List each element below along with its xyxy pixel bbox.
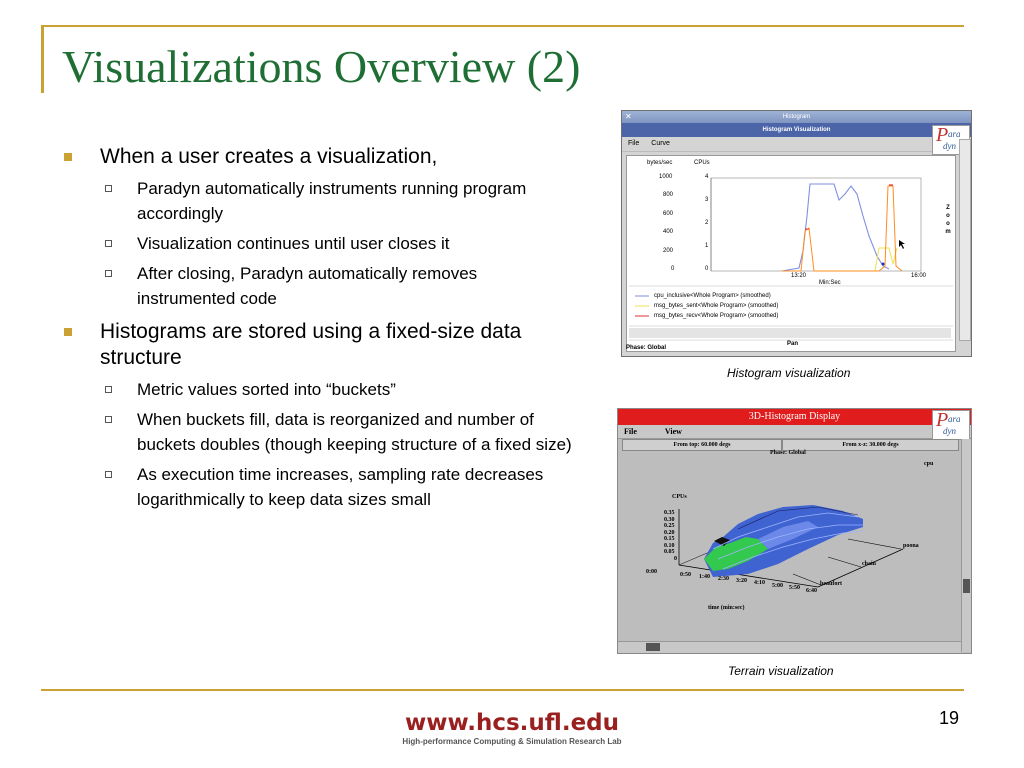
sub-bullet-item	[100, 462, 580, 512]
time-tick: 2:30	[718, 576, 729, 582]
hollow-square-bullet-icon	[105, 270, 112, 277]
legend-entry-sent: msg_bytes_sent<Whole Program> (smoothed)	[654, 303, 779, 309]
y-tick: 0.25	[664, 523, 675, 529]
menu-view[interactable]: View	[664, 427, 682, 436]
sub-bullet-text: Visualization continues until user closes it	[137, 234, 450, 253]
right-tick-label: 3	[705, 197, 709, 203]
square-bullet-icon	[64, 328, 72, 336]
right-tick-label: 4	[705, 174, 709, 180]
sub-bullet-text: Paradyn automatically instruments running program accordingly	[137, 179, 527, 223]
terrain-y-axis-label: CPUs	[672, 494, 687, 500]
hollow-square-bullet-icon	[105, 185, 112, 192]
host-guide-line	[828, 557, 861, 567]
terrain-3d-plot	[618, 409, 961, 653]
y-tick: 0.10	[664, 542, 675, 549]
bullet-item	[60, 319, 580, 512]
terrain-phase-label: Phase: Global	[770, 450, 806, 456]
histogram-window	[621, 110, 972, 357]
terrain-window	[617, 408, 972, 654]
bullet-item	[60, 144, 580, 311]
right-tick-label: 0	[705, 266, 709, 272]
hollow-square-bullet-icon	[105, 471, 112, 478]
right-axis-label: CPUs	[694, 160, 710, 166]
sub-bullet-text: As execution time increases, sampling rate decreases logarithmically to keep data sizes small	[137, 465, 544, 509]
time-tick: 5:50	[789, 585, 800, 591]
time-tick: 0:50	[680, 572, 691, 578]
cursor-point	[882, 263, 885, 266]
time-tick: 3:20	[736, 578, 747, 584]
legend-entry-cpu: cpu_inclusive<Whole Program> (smoothed)	[654, 293, 771, 299]
sub-bullet-text: After closing, Paradyn automatically removes instrumented code	[137, 264, 478, 308]
sub-bullet-item	[100, 261, 580, 311]
from-xz-field[interactable]: From x-z: 30.000 degs	[782, 439, 959, 451]
x-tick-label: 16:00	[911, 273, 927, 279]
histogram-phase-label: Phase: Global	[626, 345, 667, 351]
terrain-window-titlebar: 3D-Histogram Display	[618, 409, 971, 425]
logo-dyn: dyn	[943, 141, 956, 151]
menu-file[interactable]: File	[628, 140, 640, 147]
logo-ara: ara	[948, 129, 961, 139]
pan-label[interactable]: Pan	[787, 341, 799, 347]
logo-ara: ara	[948, 414, 961, 424]
time-tick: 4:10	[754, 580, 765, 586]
scrollbar-thumb[interactable]	[963, 579, 970, 593]
terrain-horizontal-scrollbar[interactable]	[618, 641, 961, 653]
sub-bullet-item	[100, 231, 580, 256]
title-accent-bar	[41, 25, 44, 93]
y-tick: 0.20	[664, 529, 675, 536]
x-axis-label: Min:Sec	[819, 280, 841, 286]
time-tick: 0:00	[646, 569, 657, 575]
top-rule	[41, 25, 964, 27]
sub-bullet-list	[100, 176, 580, 311]
footer-lab-name: High-performance Computing & Simulation Research Lab	[402, 737, 622, 746]
y-tick: 0	[674, 555, 677, 562]
left-tick-label: 1000	[659, 174, 673, 180]
zoom-label[interactable]: Z o o m	[945, 205, 951, 235]
time-tick: 6:40	[806, 588, 817, 594]
logo-p: P	[936, 409, 949, 431]
bottom-rule	[41, 689, 964, 691]
y-tick: 0.05	[664, 549, 675, 555]
hollow-square-bullet-icon	[105, 240, 112, 247]
menu-file[interactable]: File	[624, 427, 637, 436]
square-bullet-icon	[64, 153, 72, 161]
host-label-poona: poona	[903, 543, 919, 549]
y-tick: 0.35	[664, 510, 675, 516]
hollow-square-bullet-icon	[105, 386, 112, 393]
plot-area	[711, 178, 921, 271]
horizontal-scrollbar[interactable]	[629, 328, 951, 338]
x-tick-label: 13:20	[791, 273, 807, 279]
footer-url[interactable]: www.hcs.ufl.edu	[404, 710, 620, 736]
histogram-window-titlebar: Histogram	[622, 111, 971, 123]
histogram-banner: Histogram Visualization	[622, 123, 971, 137]
right-tick-label: 2	[705, 220, 709, 226]
terrain-caption: Terrain visualization	[728, 664, 834, 678]
host-guide-line	[848, 539, 901, 549]
time-tick: 1:40	[699, 574, 710, 580]
sub-bullet-item	[100, 176, 580, 226]
hollow-square-bullet-icon	[105, 416, 112, 423]
left-tick-label: 600	[663, 211, 674, 217]
logo-p: P	[936, 124, 949, 146]
y-tick: 0.30	[664, 516, 675, 523]
slide-title: Visualizations Overview (2)	[62, 41, 581, 92]
y-tick: 0.15	[664, 536, 675, 542]
left-tick-label: 0	[671, 266, 675, 272]
histogram-menubar	[622, 137, 971, 152]
left-tick-label: 800	[663, 192, 674, 198]
sub-bullet-item	[100, 407, 580, 457]
bullet-list	[60, 144, 580, 520]
histogram-chart	[627, 156, 955, 351]
host-label-beaufort: beaufort	[820, 581, 842, 587]
sub-bullet-list	[100, 377, 580, 512]
bullet-text: When a user creates a visualization,	[100, 145, 438, 168]
menu-curve[interactable]: Curve	[651, 140, 670, 147]
sub-bullet-item	[100, 377, 580, 402]
page-number: 19	[939, 708, 960, 728]
bullet-text: Histograms are stored using a fixed-size data structure	[100, 320, 522, 369]
time-tick: 5:00	[772, 583, 783, 589]
left-tick-label: 200	[663, 248, 674, 254]
terrain-x-axis-label: time (min:sec)	[708, 605, 745, 611]
scrollbar-thumb[interactable]	[646, 643, 660, 651]
left-tick-label: 400	[663, 229, 674, 235]
left-axis-label: bytes/sec	[647, 160, 673, 166]
sub-bullet-text: When buckets fill, data is reorganized and number of buckets doubles (though keeping structure of a fixed size)	[137, 410, 572, 454]
from-top-field[interactable]: From top: 60.000 degs	[622, 439, 782, 451]
host-label-chain: chain	[862, 561, 877, 567]
vertical-scrollbar[interactable]	[959, 139, 971, 341]
terrain-metric-label: cpu	[924, 461, 934, 467]
sub-bullet-text: Metric values sorted into “buckets”	[137, 380, 396, 399]
logo-dyn: dyn	[943, 426, 956, 436]
histogram-plot-panel	[626, 155, 956, 352]
right-tick-label: 1	[705, 243, 709, 249]
histogram-caption: Histogram visualization	[727, 366, 851, 380]
close-icon[interactable]: ✕	[625, 112, 632, 121]
legend-entry-recv: msg_bytes_recv<Whole Program> (smoothed)	[654, 313, 779, 319]
terrain-vertical-scrollbar[interactable]	[961, 439, 971, 652]
